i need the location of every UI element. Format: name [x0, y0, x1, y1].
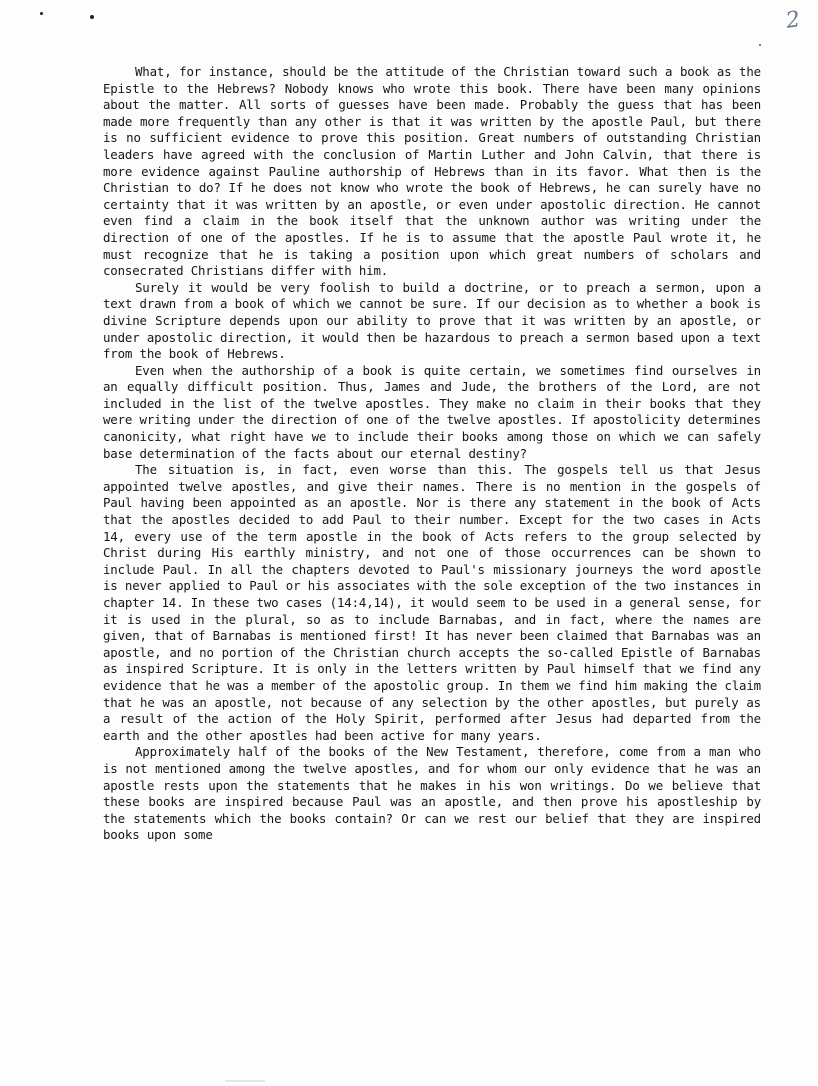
- page-number: 2: [784, 7, 802, 34]
- paragraph-situation-worse: The situation is, in fact, even worse than this. The gospels tell us that Jesus appointed twelve apostles, and give their names. There is no mention in the gospels of Paul having been appointed as an apostle. Nor is there any statement in the book of Acts that the apostles decided to add Paul to their number. Except for the two cases in Acts 14, every use of the term apostle in the book of Acts refers to the group selected by Christ during His earthly ministry, and not one of those occurrences can be shown to include Paul. In all the chapters devoted to Paul's missionary journeys the word apostle is never applied to Paul or his associates with the sole exception of the two instances in chapter 14. In these two cases (14:4,14), it would seem to be used in a general sense, for it is used in the plural, so as to include Barnabas, and in fact, where the names are given, that of Barnabas is mentioned first! It has never been claimed that Barnabas was an apostle, and no portion of the Christian church accepts the so-called Epistle of Barnabas as inspired Scripture. It is only in the letters written by Paul himself that we find any evidence that he was a member of the apostolic group. In them we find him making the claim that he was an apostle, not because of any selection by the other apostles, but purely as a result of the action of the Holy Spirit, performed after Jesus had departed from the earth and the other apostles had been active for many years.: [103, 462, 761, 743]
- paragraph-foolish-doctrine: Surely it would be very foolish to build a doctrine, or to preach a sermon, upon a text drawn from a book of which we cannot be sure. If our decision as to whether a book is divine Scripture depends upon our ability to prove that it was written by an apostle, or under apostolic direction, it would then be hazardous to preach a sermon based upon a text from the book of Hebrews.: [103, 279, 761, 362]
- paragraph-half-new-testament: Approximately half of the books of the New Testament, therefore, come from a man who is not mentioned among the twelve apostles, and for whom our only evidence that he was an apostle rests upon the statements that he makes in his won writings. Do we believe that these books are inspired because Paul was an apostle, and then prove his apostleship by the statements which the books contain? Or can we rest our belief that they are inspired books upon some: [103, 744, 761, 843]
- scan-speck: [40, 12, 43, 15]
- paragraph-hebrews-authorship: What, for instance, should be the attitude of the Christian toward such a book as the Epistle to the Hebrews? Nobody knows who wrote this book. There have been many opinions about the matter. All sorts of guesses have been made. Probably the guess that has been made more frequently than any other is that it was written by the apostle Paul, but there is no sufficient evidence to prove this position. Great numbers of outstanding Christian leaders have agreed with the conclusion of Martin Luther and John Calvin, that there is more evidence against Pauline authorship of Hebrews than in its favor. What then is the Christian to do? If he does not know who wrote the book of Hebrews, he can surely have no certainty that it was written by an apostle, or even under apostolic direction. He cannot even find a claim in the book itself that the unknown author was writing under the direction of one of the apostles. If he is to assume that the apostle Paul wrote it, he must recognize that he is taking a position upon which great numbers of scholars and consecrated Christians differ with him.: [103, 64, 761, 279]
- paragraph-james-jude: Even when the authorship of a book is quite certain, we sometimes find ourselves in an equally difficult position. Thus, James and Jude, the brothers of the Lord, are not included in the list of the twelve apostles. They make no claim in their books that they were writing under the direction of one of the twelve apostles. If apostolicity determines canonicity, what right have we to include their books among those on which we can safely base determination of the facts about our eternal destiny?: [103, 362, 761, 461]
- document-body: [103, 64, 761, 844]
- scan-speck: [759, 44, 761, 46]
- scan-speck: [90, 15, 94, 19]
- scan-artifact: [225, 1080, 265, 1082]
